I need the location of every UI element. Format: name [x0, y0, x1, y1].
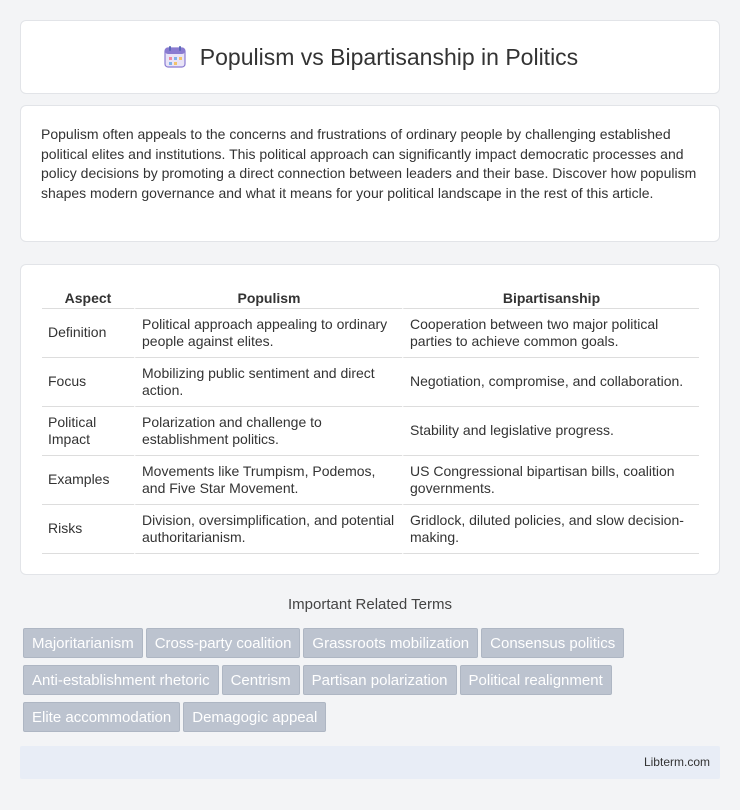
- cell-aspect: Political Impact: [42, 407, 134, 456]
- tag-partisan-polarization[interactable]: Partisan polarization: [303, 665, 457, 695]
- tag-elite-accommodation[interactable]: Elite accommodation: [23, 702, 180, 732]
- cell-populism: Political approach appealing to ordinary people against elites.: [134, 309, 402, 358]
- tag-demagogic-appeal[interactable]: Demagogic appeal: [183, 702, 326, 732]
- related-terms-title: Important Related Terms: [288, 596, 452, 613]
- table-row: [42, 407, 699, 456]
- table-row: [42, 309, 699, 358]
- cell-aspect: Definition: [42, 309, 134, 358]
- table-row: [42, 505, 699, 554]
- table-row: [42, 456, 699, 505]
- header-bipartisanship: Bipartisanship: [402, 285, 699, 309]
- tag-consensus-politics[interactable]: Consensus politics: [481, 628, 624, 658]
- tag-majoritarianism[interactable]: Majoritarianism: [23, 628, 143, 658]
- intro-card: [20, 105, 720, 242]
- calendar-icon: [162, 44, 188, 70]
- cell-populism: Division, oversimplification, and potential authoritarianism.: [134, 505, 402, 554]
- tag-political-realignment[interactable]: Political realignment: [460, 665, 612, 695]
- cell-bipartisanship: Gridlock, diluted policies, and slow decision-making.: [402, 505, 699, 554]
- cell-aspect: Examples: [42, 456, 134, 505]
- intro-paragraph: Populism often appeals to the concerns and frustrations of ordinary people by challenging established political elites and institutions. This political approach can significantly impact democratic processes and policy decisions by promoting a direct connection between leaders and their base. Discover how populism shapes modern governance and what it means for your political landscape in the rest of this article.: [41, 126, 697, 201]
- cell-aspect: Focus: [42, 358, 134, 407]
- cell-populism: Polarization and challenge to establishment politics.: [134, 407, 402, 456]
- title-card: [20, 20, 720, 94]
- tag-grassroots-mobilization[interactable]: Grassroots mobilization: [303, 628, 478, 658]
- cell-bipartisanship: Stability and legislative progress.: [402, 407, 699, 456]
- cell-aspect: Risks: [42, 505, 134, 554]
- footer-brand-link[interactable]: Libterm.com: [643, 755, 710, 769]
- cell-bipartisanship: US Congressional bipartisan bills, coalition governments.: [402, 456, 699, 505]
- table-header-row: [42, 285, 699, 309]
- table-row: [42, 358, 699, 407]
- header-populism: Populism: [134, 285, 402, 309]
- cell-bipartisanship: Cooperation between two major political parties to achieve common goals.: [402, 309, 699, 358]
- comparison-card: [20, 264, 720, 575]
- footer: [20, 746, 720, 779]
- cell-populism: Movements like Trumpism, Podemos, and Five Star Movement.: [134, 456, 402, 505]
- tag-cross-party-coalition[interactable]: Cross-party coalition: [146, 628, 301, 658]
- comparison-table: [42, 285, 699, 554]
- cell-populism: Mobilizing public sentiment and direct action.: [134, 358, 402, 407]
- page-title: Populism vs Bipartisanship in Politics: [199, 43, 579, 70]
- header-aspect: Aspect: [42, 285, 134, 309]
- tag-anti-establishment-rhetoric[interactable]: Anti-establishment rhetoric: [23, 665, 219, 695]
- cell-bipartisanship: Negotiation, compromise, and collaboration.: [402, 358, 699, 407]
- tag-centrism[interactable]: Centrism: [222, 665, 300, 695]
- related-terms-list: [23, 628, 723, 739]
